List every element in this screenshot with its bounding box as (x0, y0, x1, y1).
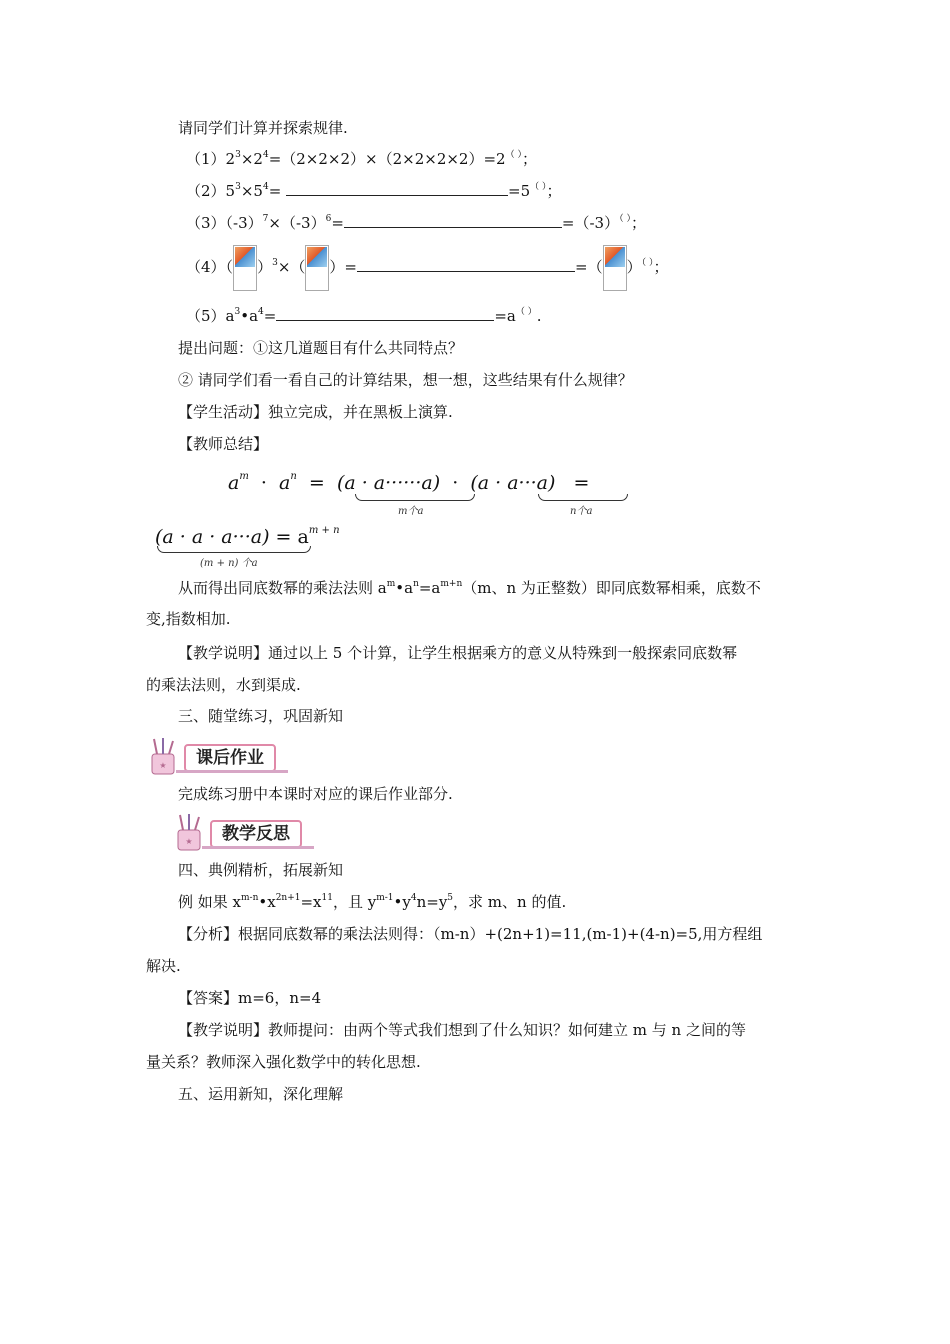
ex5-mid: = (263, 307, 277, 325)
ex2-blank[interactable] (286, 181, 508, 196)
exercise-1 (186, 149, 537, 172)
ex5-blank[interactable] (276, 306, 494, 321)
ex2-num: （2） (186, 182, 226, 200)
ex3-b-exp: 6 (325, 214, 332, 224)
example-p4: ，且 y (332, 893, 377, 911)
ex3-num: （3） (186, 214, 226, 232)
ex3-a: （-3） (225, 214, 263, 232)
ex2-tail-exp: （ ） (530, 182, 547, 192)
placeholder-image-icon (305, 245, 329, 291)
ex1-a: 2 (225, 150, 236, 168)
formula-group-2: (a · a···a) (470, 472, 556, 494)
student-activity: 【学生活动】独立完成，并在黑板上演算. (178, 403, 453, 421)
analysis-line-1: 【分析】根据同底数幂的乘法法则得：（m-n）+(2n+1)=11,(m-1)+(4-n)=5,用方程组 (178, 925, 763, 943)
brace-m-label: m个a (398, 506, 424, 517)
ex1-b-exp: 4 (262, 150, 269, 160)
exercise-3 (186, 213, 646, 236)
brace-m (355, 494, 475, 501)
ex3-b: ×（-3） (268, 214, 326, 232)
ex1-tail-exp: （ ） (505, 150, 522, 160)
ex4-blank[interactable] (357, 257, 575, 272)
analysis-line-2: 解决. (146, 957, 181, 975)
question-2: ② 请同学们看一看自己的计算结果，想一想，这些结果有什么规律？ (178, 371, 633, 389)
ex2-b-exp: 4 (262, 182, 269, 192)
reflection-banner-underline (202, 846, 314, 849)
ex2-end: ； (546, 182, 562, 200)
example-p6: n=y (416, 893, 448, 911)
brace-mn (157, 546, 311, 553)
formula-eq2: = (573, 472, 590, 494)
pencil-cup-icon (146, 736, 180, 776)
ex2-a: 5 (225, 182, 236, 200)
placeholder-image-icon (233, 245, 257, 291)
rule-p2: •a (395, 579, 414, 597)
ex3-tail-exp: （ ） (619, 214, 631, 224)
ex3-a-exp: 7 (262, 214, 269, 224)
svg-text:★: ★ (185, 837, 193, 846)
example-e3: 11 (321, 893, 333, 903)
ex4-rp2: ） (329, 258, 345, 276)
ex5-dot: •a (240, 307, 259, 325)
ex2-eq: =5 (508, 182, 531, 200)
placeholder-image-icon (603, 245, 627, 291)
ex5-tail-exp: （ ） (515, 307, 537, 317)
formula-line-1 (228, 472, 589, 494)
example-e1: m-n (241, 893, 259, 903)
formula-rhs-exp: m + n (308, 525, 340, 536)
ex5-a: a (225, 307, 235, 325)
svg-text:★: ★ (159, 761, 167, 770)
rule-mn: m+n (440, 579, 463, 589)
pencil-cup-icon (172, 812, 206, 852)
ex4-rp3: ） (626, 258, 642, 276)
teaching-note-1-line-2: 的乘法法则，水到渠成. (146, 676, 301, 694)
homework-banner-label: 课后作业 (184, 744, 276, 772)
example-line (178, 892, 566, 915)
brace-n (538, 494, 628, 501)
ex1-num: （1） (186, 150, 226, 168)
ex4-num: （4） (186, 258, 226, 276)
ex2-b: ×5 (240, 182, 263, 200)
reflection-banner-label: 教学反思 (210, 820, 302, 848)
teaching-note-2-line-2: 量关系？教师深入强化数学中的转化思想. (146, 1053, 421, 1071)
formula-lhs-b: a (279, 472, 291, 494)
example-e5: 4 (410, 893, 417, 903)
rule-p1: 从而得出同底数幂的乘法法则 a (178, 579, 387, 597)
example-e4: m-1 (376, 893, 394, 903)
formula-lhs-m: m (239, 471, 249, 482)
rule-n: n (413, 579, 419, 589)
example-e2: 2n+1 (275, 893, 301, 903)
formula-group-3: (a · a · a···a) (155, 526, 270, 548)
ex4-lp3: （ (587, 258, 603, 276)
ex1-end: ； (521, 150, 537, 168)
section-3-heading: 三、随堂练习，巩固新知 (178, 707, 344, 725)
teaching-note-2-line-1: 【教学说明】教师提问：由两个等式我们想到了什么知识？如何建立 m 与 n 之间的等 (178, 1021, 746, 1039)
exercise-4 (186, 242, 669, 295)
exercise-2 (186, 181, 562, 204)
question-1: 提出问题：①这几道题目有什么共同特点？ (178, 339, 464, 357)
homework-banner-underline (176, 770, 288, 773)
section-4-heading: 四、典例精析，拓展新知 (178, 861, 344, 879)
ex5-a-exp: 3 (234, 307, 241, 317)
rule-p3: =a (418, 579, 441, 597)
ex3-blank[interactable] (344, 213, 562, 228)
answer-line: 【答案】m=6，n=4 (178, 989, 322, 1007)
section-5-heading: 五、运用新知，深化理解 (178, 1085, 344, 1103)
ex5-end: . (536, 307, 542, 325)
ex3-mid: = (331, 214, 344, 232)
formula-group-1: (a · a······a) (336, 472, 441, 494)
example-p3: =x (300, 893, 322, 911)
ex3-eq: =（-3） (561, 214, 620, 232)
ex4-times: × (277, 258, 291, 276)
example-p7: ，求 m、n 的值. (453, 893, 567, 911)
exercise-5 (186, 306, 542, 329)
homework-text: 完成练习册中本课时对应的课后作业部分. (178, 785, 453, 803)
example-e6: 5 (447, 893, 454, 903)
formula-lhs-dot: · (260, 472, 267, 494)
formula-eq: = (308, 472, 325, 494)
ex2-a-exp: 3 (235, 182, 241, 192)
formula-lhs-n: n (290, 471, 297, 482)
ex4-end: ； (653, 258, 669, 276)
ex4-eq2: = (575, 258, 588, 276)
ex3-end: ； (630, 214, 646, 232)
ex2-mid: = (268, 182, 287, 200)
formula-rhs: = a (275, 526, 309, 548)
ex4-exp3: 3 (272, 258, 278, 268)
homework-banner (146, 736, 296, 776)
rule-line-1 (178, 578, 761, 601)
ex1-b: ×2 (240, 150, 263, 168)
teacher-summary-heading: 【教师总结】 (178, 435, 269, 453)
formula-line-2 (155, 526, 340, 548)
rule-p4: （m、n 为正整数）即同底数幂相乘，底数不 (462, 579, 761, 597)
intro-text: 请同学们计算并探索规律. (178, 119, 348, 137)
ex4-tail-exp: （ ） (641, 258, 654, 268)
reflection-banner (172, 812, 322, 852)
formula-dot: · (452, 472, 459, 494)
example-p5: •y (393, 893, 411, 911)
ex5-eq: =a (494, 307, 516, 325)
example-p1: 例 如果 x (178, 893, 241, 911)
ex1-rest: =（2×2×2）×（2×2×2×2）=2 (268, 150, 506, 168)
ex4-lp2: （ (290, 258, 306, 276)
rule-line-2: 变,指数相加. (146, 610, 231, 628)
ex4-eq: = (344, 258, 357, 276)
formula-lhs-a: a (228, 472, 240, 494)
ex1-a-exp: 3 (235, 150, 241, 160)
ex4-lp1: （ (225, 258, 234, 276)
teaching-note-1-line-1: 【教学说明】通过以上 5 个计算，让学生根据乘方的意义从特殊到一般探索同底数幂 (178, 644, 738, 662)
ex4-rp1: ） (257, 258, 273, 276)
brace-mn-label: (m + n) 个a (200, 558, 258, 569)
brace-n-label: n个a (570, 506, 593, 517)
example-p2: •x (258, 893, 276, 911)
rule-m: m (386, 579, 396, 589)
ex5-num: （5） (186, 307, 226, 325)
ex5-b-exp: 4 (258, 307, 264, 317)
